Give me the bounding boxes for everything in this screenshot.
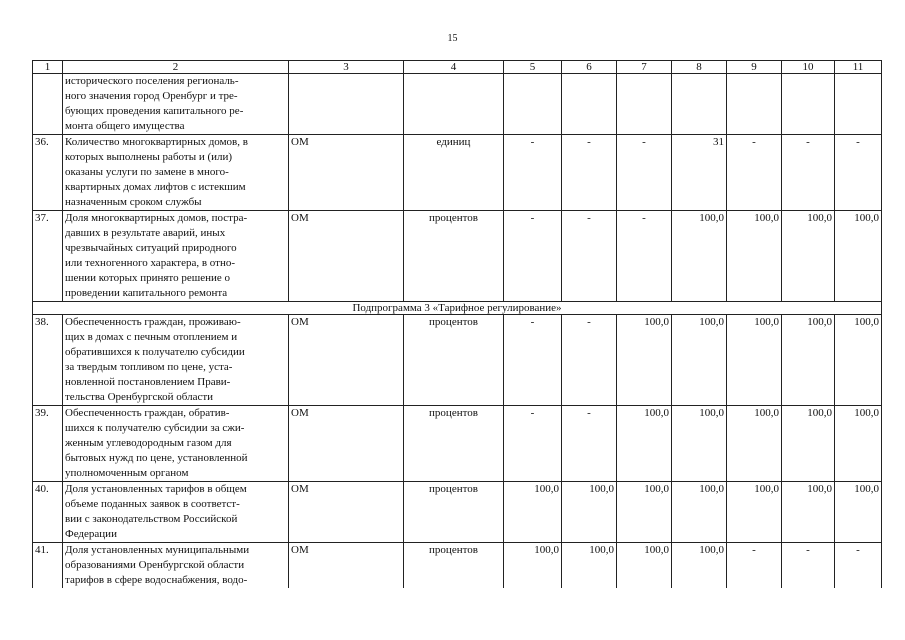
indicator-name-line: Доля установленных муниципальными (65, 544, 250, 556)
indicator-name-line: образованиями Оренбургской области (65, 559, 245, 571)
indicator-name-line: женным углеводородным газом для (65, 437, 232, 449)
indicator-name-line: тарифов в сфере водоснабжения, водо- (65, 574, 248, 586)
indicator-name-line: шихся к получателю субсидии за сжи- (65, 422, 245, 434)
value-cell-col-6: 100,0 (562, 543, 617, 589)
value-cell-col-5: 100,0 (504, 543, 562, 589)
indicator-type: ОМ (289, 315, 404, 406)
indicator-name-line: обратившихся к получателю субсидии (65, 346, 245, 358)
indicator-name (63, 135, 289, 211)
column-header-6: 6 (562, 61, 617, 74)
value-cell-col-6: - (562, 211, 617, 302)
value-cell-col-7: 100,0 (617, 315, 672, 406)
indicator-name-line: Количество многоквартирных домов, в (65, 136, 248, 148)
value-cell-col-10: 100,0 (782, 406, 835, 482)
indicator-name (63, 543, 289, 589)
column-header-2: 2 (63, 61, 289, 74)
value-cell-col-5 (504, 74, 562, 135)
table-body (33, 74, 882, 589)
indicator-name (63, 211, 289, 302)
indicator-name-line: оказаны услуги по замене в много- (65, 166, 229, 178)
indicator-name (63, 315, 289, 406)
subprogram-title: Подпрограмма 3 «Тарифное регулирование» (33, 302, 882, 315)
unit-of-measure: процентов (404, 482, 504, 543)
row-number: 36. (33, 135, 63, 211)
value-cell-col-9: 100,0 (727, 406, 782, 482)
column-header-1: 1 (33, 61, 63, 74)
value-cell-col-5: - (504, 211, 562, 302)
value-cell-col-10 (782, 74, 835, 135)
table-row (33, 135, 882, 211)
indicator-type: ОМ (289, 135, 404, 211)
row-number: 38. (33, 315, 63, 406)
indicator-name-line: ного значения город Оренбург и тре- (65, 90, 238, 102)
value-cell-col-8: 31 (672, 135, 727, 211)
column-header-10: 10 (782, 61, 835, 74)
indicator-name-line: за твердым топливом по цене, уста- (65, 361, 233, 373)
value-cell-col-11: 100,0 (835, 406, 882, 482)
value-cell-col-8: 100,0 (672, 211, 727, 302)
value-cell-col-8: 100,0 (672, 482, 727, 543)
page-number: 15 (447, 33, 458, 44)
value-cell-col-10: 100,0 (782, 315, 835, 406)
subprogram-row (33, 302, 882, 315)
value-cell-col-9: - (727, 543, 782, 589)
value-cell-col-10: 100,0 (782, 482, 835, 543)
unit-of-measure (404, 74, 504, 135)
header-row (33, 61, 882, 74)
value-cell-col-9 (727, 74, 782, 135)
value-cell-col-11 (835, 74, 882, 135)
row-number (33, 74, 63, 135)
unit-of-measure: процентов (404, 315, 504, 406)
column-header-3: 3 (289, 61, 404, 74)
value-cell-col-5: - (504, 315, 562, 406)
column-header-5: 5 (504, 61, 562, 74)
value-cell-col-6: - (562, 135, 617, 211)
table-row (33, 543, 882, 589)
indicator-name-line: бытовых нужд по цене, установленной (65, 452, 248, 464)
value-cell-col-7: 100,0 (617, 543, 672, 589)
column-header-11: 11 (835, 61, 882, 74)
indicator-type: ОМ (289, 406, 404, 482)
indicator-name-line: проведении капитального ремонта (65, 287, 228, 299)
indicator-name-line: квартирных домах лифтов с истекшим (65, 181, 246, 193)
value-cell-col-8 (672, 74, 727, 135)
table-row (33, 482, 882, 543)
indicator-name-line: назначенным сроком службы (65, 196, 202, 208)
value-cell-col-11: - (835, 543, 882, 589)
value-cell-col-6: - (562, 315, 617, 406)
value-cell-col-5: - (504, 135, 562, 211)
value-cell-col-10: - (782, 543, 835, 589)
value-cell-col-7: - (617, 135, 672, 211)
value-cell-col-9: 100,0 (727, 482, 782, 543)
indicator-name-line: Обеспеченность граждан, обратив- (65, 407, 230, 419)
value-cell-col-10: - (782, 135, 835, 211)
value-cell-col-7: 100,0 (617, 406, 672, 482)
column-header-7: 7 (617, 61, 672, 74)
value-cell-col-7: - (617, 211, 672, 302)
indicator-name-line: Доля установленных тарифов в общем (65, 483, 247, 495)
column-header-4: 4 (404, 61, 504, 74)
row-number: 41. (33, 543, 63, 589)
table-row (33, 315, 882, 406)
indicator-name (63, 482, 289, 543)
indicator-name-line: давших в результате аварий, иных (65, 227, 226, 239)
unit-of-measure: процентов (404, 211, 504, 302)
indicator-name-line: или техногенного характера, в отно- (65, 257, 236, 269)
indicator-name-line: Обеспеченность граждан, проживаю- (65, 316, 241, 328)
indicator-name (63, 74, 289, 135)
table-row (33, 74, 882, 135)
indicator-name-line: бующих проведения капитального ре- (65, 105, 244, 117)
unit-of-measure: процентов (404, 543, 504, 589)
value-cell-col-7: 100,0 (617, 482, 672, 543)
value-cell-col-6: - (562, 406, 617, 482)
indicator-name (63, 406, 289, 482)
row-number: 40. (33, 482, 63, 543)
column-header-8: 8 (672, 61, 727, 74)
indicator-name-line: уполномоченным органом (65, 467, 189, 479)
indicator-name-line: Доля многоквартирных домов, постра- (65, 212, 248, 224)
indicator-name-line: шении которых принято решение о (65, 272, 230, 284)
value-cell-col-11: 100,0 (835, 315, 882, 406)
value-cell-col-5: 100,0 (504, 482, 562, 543)
row-number: 39. (33, 406, 63, 482)
value-cell-col-11: 100,0 (835, 211, 882, 302)
column-header-9: 9 (727, 61, 782, 74)
value-cell-col-8: 100,0 (672, 406, 727, 482)
value-cell-col-9: 100,0 (727, 315, 782, 406)
unit-of-measure: единиц (404, 135, 504, 211)
indicator-type: ОМ (289, 543, 404, 589)
table-row (33, 211, 882, 302)
table-row (33, 406, 882, 482)
value-cell-col-9: - (727, 135, 782, 211)
indicator-name-line: Федерации (65, 528, 117, 540)
indicator-name-line: щих в домах с печным отоплением и (65, 331, 238, 343)
indicators-table (32, 60, 882, 588)
value-cell-col-6 (562, 74, 617, 135)
indicator-type: ОМ (289, 211, 404, 302)
indicator-name-line: вии с законодательством Российской (65, 513, 238, 525)
value-cell-col-7 (617, 74, 672, 135)
value-cell-col-5: - (504, 406, 562, 482)
value-cell-col-8: 100,0 (672, 315, 727, 406)
unit-of-measure: процентов (404, 406, 504, 482)
value-cell-col-10: 100,0 (782, 211, 835, 302)
indicator-name-line: объеме поданных заявок в соответст- (65, 498, 240, 510)
indicator-name-line: тельства Оренбургской области (65, 391, 214, 403)
indicator-type: ОМ (289, 482, 404, 543)
indicator-type (289, 74, 404, 135)
value-cell-col-11: - (835, 135, 882, 211)
indicator-name-line: чрезвычайных ситуаций природного (65, 242, 237, 254)
value-cell-col-11: 100,0 (835, 482, 882, 543)
indicator-name-line: исторического поселения региональ- (65, 75, 239, 87)
value-cell-col-6: 100,0 (562, 482, 617, 543)
indicator-name-line: монта общего имущества (65, 120, 185, 132)
indicator-name-line: новленной постановлением Прави- (65, 376, 231, 388)
indicator-name-line: которых выполнены работы и (или) (65, 151, 233, 163)
value-cell-col-8: 100,0 (672, 543, 727, 589)
row-number: 37. (33, 211, 63, 302)
value-cell-col-9: 100,0 (727, 211, 782, 302)
